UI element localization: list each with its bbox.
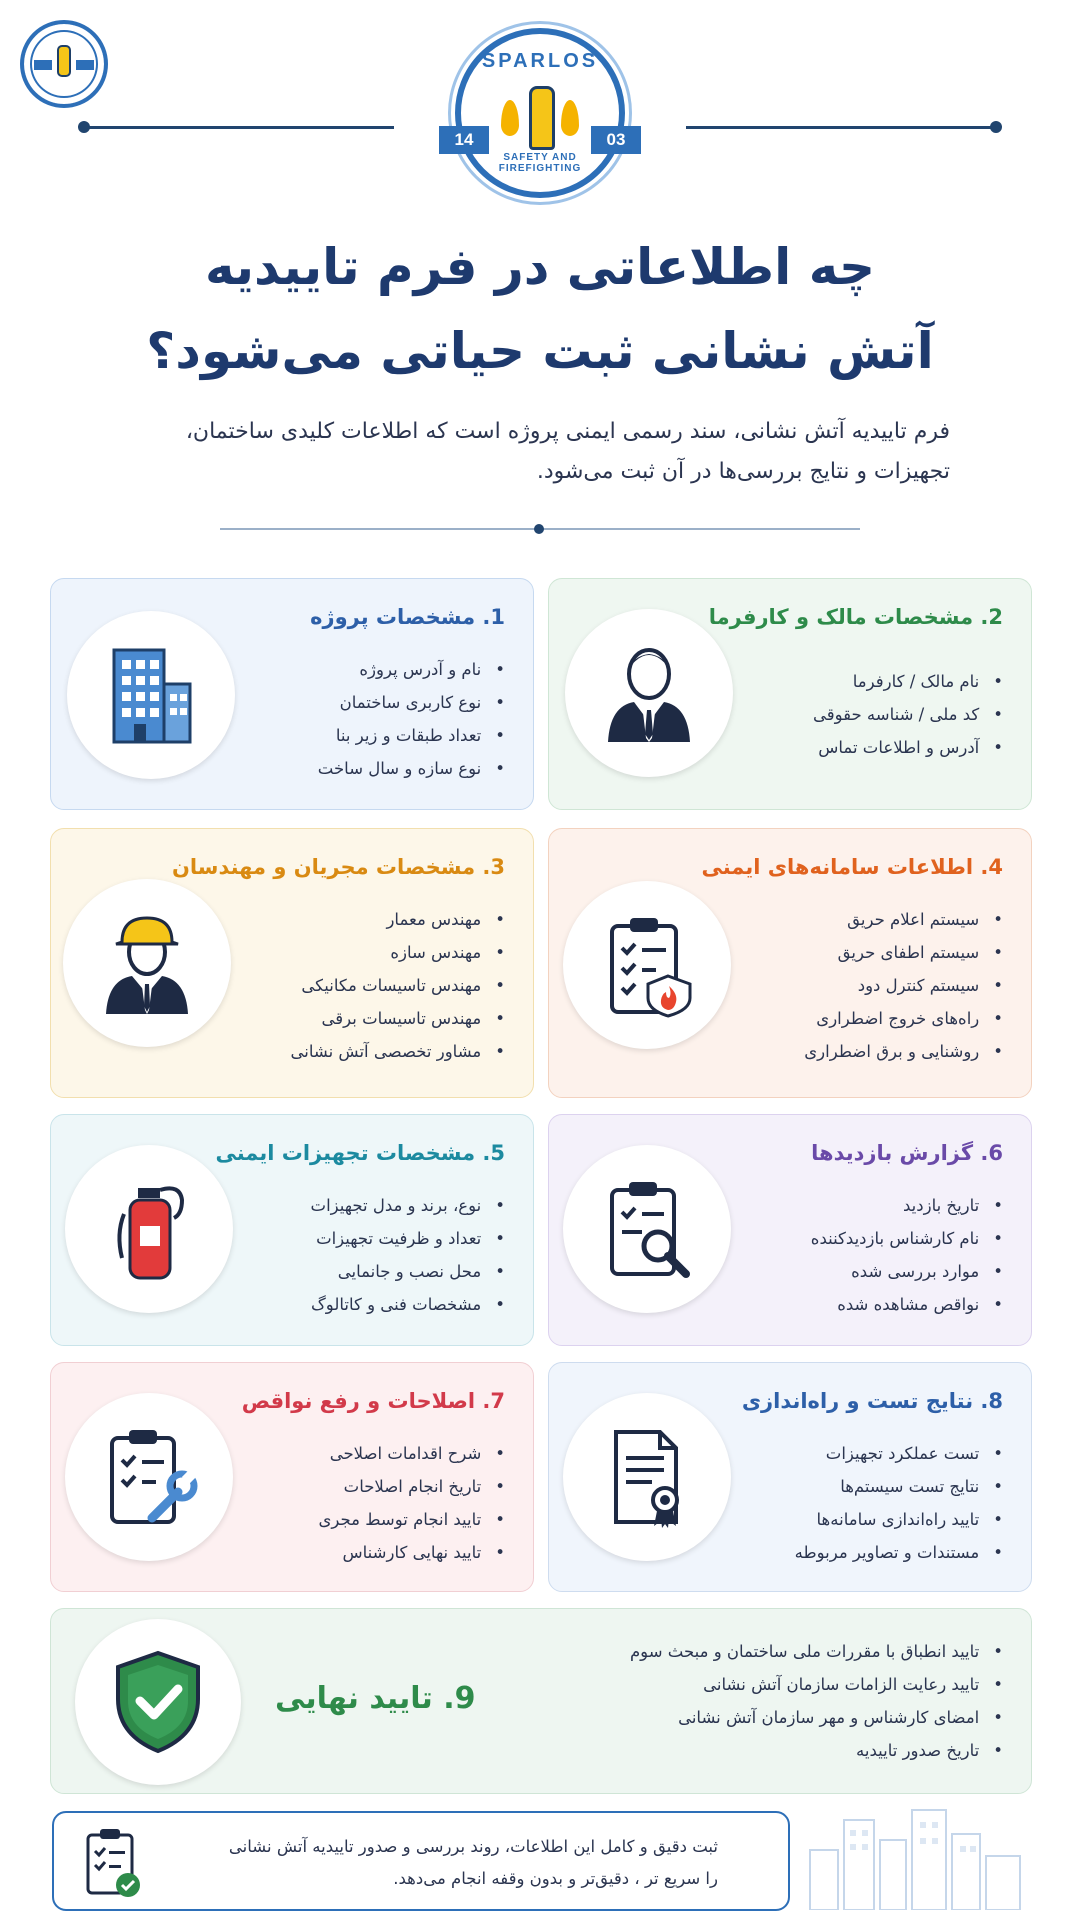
card-title: 4. اطلاعات سامانه‌های ایمنی <box>701 855 1003 879</box>
footer-line1: ثبت دقیق و کامل این اطلاعات، روند بررسی و صدور تاییدیه آتش نشانی <box>228 1837 718 1856</box>
card-list <box>804 903 1003 1068</box>
list-item: • مستندات و تصاویر مربوطه <box>795 1536 1003 1569</box>
page-title-line1: چه اطلاعاتی در فرم تاییدیه <box>204 238 876 296</box>
list-item: • تعداد طبقات و زیر بنا <box>318 719 505 752</box>
list-item: • سیستم کنترل دود <box>804 969 1003 1002</box>
list-item: • نام کارشناس بازدیدکننده <box>811 1222 1003 1255</box>
header <box>0 28 1080 228</box>
logo-year-right: 03 <box>591 126 641 154</box>
card-list <box>811 1189 1003 1321</box>
card-engineers <box>50 828 534 1098</box>
logo-year-left: 14 <box>439 126 489 154</box>
footer-note <box>52 1811 790 1911</box>
list-item: • موارد بررسی شده <box>811 1255 1003 1288</box>
list-item: • تایید انطباق با مقررات ملی ساختمان و مبحث سوم <box>630 1635 1003 1668</box>
card-list <box>813 665 1003 764</box>
header-line-right <box>686 126 996 129</box>
flame-left-icon <box>501 100 519 136</box>
flame-right-icon <box>561 100 579 136</box>
intro-text: فرم تاییدیه آتش نشانی، سند رسمی ایمنی پروژه است که اطلاعات کلیدی ساختمان، تجهیزات و نتایج بررسی‌ها در آن ثبت می‌شود. <box>185 419 950 484</box>
engineer-icon <box>63 879 231 1047</box>
clipboard-wrench-icon <box>65 1393 233 1561</box>
list-item: • تست عملکرد تجهیزات <box>795 1437 1003 1470</box>
list-item: • روشنایی و برق اضطراری <box>804 1035 1003 1068</box>
list-item: • امضای کارشناس و مهر سازمان آتش نشانی <box>630 1701 1003 1734</box>
list-item: • مهندس تاسیسات برقی <box>291 1002 506 1035</box>
list-item: • تاریخ انجام اصلاحات <box>318 1470 505 1503</box>
shield-check-icon <box>75 1619 241 1785</box>
list-item: • نوع، برند و مدل تجهیزات <box>311 1189 505 1222</box>
footer-text <box>178 1831 718 1895</box>
list-item: • سیستم اعلام حریق <box>804 903 1003 936</box>
list-item: • تایید راه‌اندازی سامانه‌ها <box>795 1503 1003 1536</box>
card-test-results <box>548 1362 1032 1592</box>
logo-brand-name: SPARLOS <box>481 50 599 72</box>
businessman-icon <box>565 609 733 777</box>
card-safety-systems <box>548 828 1032 1098</box>
list-item: • تایید رعایت الزامات سازمان آتش نشانی <box>630 1668 1003 1701</box>
logo-tagline: SAFETY AND FIREFIGHTING <box>498 152 582 174</box>
card-project-specs <box>50 578 534 810</box>
list-item: • نام و آدرس پروژه <box>318 653 505 686</box>
list-item: • تاریخ بازدید <box>811 1189 1003 1222</box>
list-item: • سیستم اطفای حریق <box>804 936 1003 969</box>
card-visit-reports <box>548 1114 1032 1346</box>
card-title: 3. مشخصات مجریان و مهندسان <box>171 855 505 879</box>
card-title: 8. نتایج تست و راه‌اندازی <box>741 1389 1003 1413</box>
list-item: • کد ملی / شناسه حقوقی <box>813 698 1003 731</box>
card-list <box>291 903 506 1068</box>
card-title: 9. تایید نهایی <box>275 1681 476 1716</box>
card-title: 7. اصلاحات و رفع نواقص <box>241 1389 505 1413</box>
certificate-icon <box>563 1393 731 1561</box>
page-title-line2: آتش نشانی ثبت حیاتی می‌شود؟ <box>146 322 934 380</box>
list-item: • محل نصب و جانمایی <box>311 1255 505 1288</box>
building-icon <box>67 611 235 779</box>
list-item: • آدرس و اطلاعات تماس <box>813 731 1003 764</box>
list-item: • تایید انجام توسط مجری <box>318 1503 505 1536</box>
card-list <box>630 1635 1003 1767</box>
card-safety-equipment <box>50 1114 534 1346</box>
card-title: 6. گزارش بازدیدها <box>811 1141 1003 1165</box>
list-item: • راه‌های خروج اضطراری <box>804 1002 1003 1035</box>
checklist-fire-icon <box>563 881 731 1049</box>
main-logo <box>455 28 625 198</box>
list-item: • مشخصات فنی و کاتالوگ <box>311 1288 505 1321</box>
divider <box>220 528 860 530</box>
card-owner-specs <box>548 578 1032 810</box>
card-title: 2. مشخصات مالک و کارفرما <box>708 605 1003 629</box>
card-list <box>318 653 505 785</box>
list-item: • تعداد و ظرفیت تجهیزات <box>311 1222 505 1255</box>
card-corrections <box>50 1362 534 1592</box>
list-item: • نوع سازه و سال ساخت <box>318 752 505 785</box>
list-item: • نتایج تست سیستم‌ها <box>795 1470 1003 1503</box>
logo-extinguisher-icon <box>529 86 555 150</box>
city-skyline-decoration <box>800 1800 1040 1910</box>
list-item: • مهندس تاسیسات مکانیکی <box>291 969 506 1002</box>
list-item: • مهندس سازه <box>291 936 506 969</box>
card-list <box>318 1437 505 1569</box>
list-item: • مشاور تخصصی آتش نشانی <box>291 1035 506 1068</box>
list-item: • نام مالک / کارفرما <box>813 665 1003 698</box>
card-title: 5. مشخصات تجهیزات ایمنی <box>215 1141 505 1165</box>
card-final-approval <box>50 1608 1032 1794</box>
card-list <box>311 1189 505 1321</box>
footer-line2: را سریع تر ، دقیق‌تر و بدون وقفه انجام می‌دهد. <box>393 1869 718 1888</box>
card-title: 1. مشخصات پروژه <box>310 605 505 629</box>
list-item: • تایید نهایی کارشناس <box>318 1536 505 1569</box>
clipboard-check-icon <box>82 1827 142 1899</box>
list-item: • مهندس معمار <box>291 903 506 936</box>
list-item: • نواقص مشاهده شده <box>811 1288 1003 1321</box>
clipboard-search-icon <box>563 1145 731 1313</box>
card-list <box>795 1437 1003 1569</box>
fire-extinguisher-icon <box>65 1145 233 1313</box>
list-item: • تاریخ صدور تاییدیه <box>630 1734 1003 1767</box>
list-item: • شرح اقدامات اصلاحی <box>318 1437 505 1470</box>
header-line-left <box>84 126 394 129</box>
list-item: • نوع کاربری ساختمان <box>318 686 505 719</box>
